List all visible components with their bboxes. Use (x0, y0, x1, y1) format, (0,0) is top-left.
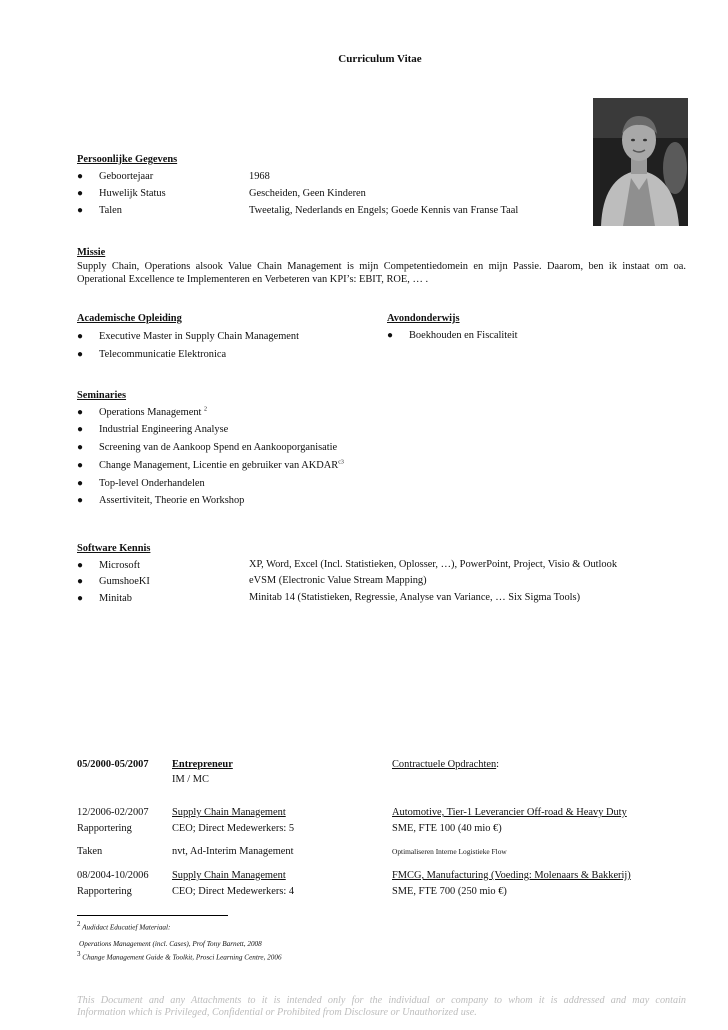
bullet-icon: ● (77, 424, 84, 435)
mission-line-1: Supply Chain, Operations alsook Value Chain Management is mijn Competentiedomein en mijn Passie. Daarom, ben ik instaat om oa. (77, 261, 686, 272)
academic-heading: Academische Opleiding (77, 313, 182, 324)
bullet-icon: ● (77, 460, 84, 471)
profile-photo (593, 98, 688, 226)
experience-label: Rapportering (77, 823, 132, 834)
experience-label: Rapportering (77, 886, 132, 897)
personal-heading: Persoonlijke Gegevens (77, 154, 178, 165)
page-title: Curriculum Vitae (338, 53, 422, 65)
academic-item: Executive Master in Supply Chain Management (99, 331, 299, 342)
experience-client: Automotive, Tier-1 Leverancier Off-road & Heavy Duty (392, 807, 627, 818)
personal-label: Huwelijk Status (99, 188, 166, 199)
person-photo-icon (593, 98, 688, 226)
disclaimer-line-1: This Document and any Attachments to it is intended only for the individual or company to whom it is addressed and may contain (77, 995, 686, 1006)
software-heading: Software Kennis (77, 543, 151, 554)
bullet-icon: ● (77, 560, 84, 571)
experience-period: 12/2006-02/2007 (77, 807, 149, 818)
software-value: Minitab 14 (Statistieken, Regressie, Analyse van Variance, … Six Sigma Tools) (249, 592, 581, 603)
bullet-icon: ● (77, 171, 84, 182)
evening-heading: Avondonderwijs (387, 313, 460, 324)
software-label: GumshoeKI (99, 576, 150, 587)
experience-value: CEO; Direct Medewerkers: 5 (172, 823, 295, 834)
software-value: XP, Word, Excel (Incl. Statistieken, Oplosser, …), PowerPoint, Project, Visio & Outlook (249, 559, 618, 570)
mission-heading: Missie (77, 247, 106, 258)
experience-label: Taken (77, 846, 103, 857)
experience-period: 05/2000-05/2007 (77, 759, 149, 770)
personal-value: Gescheiden, Geen Kinderen (249, 188, 366, 199)
experience-client-detail: SME, FTE 700 (250 mio €) (392, 886, 507, 897)
seminar-item: Assertiviteit, Theorie en Workshop (99, 495, 245, 506)
bullet-icon: ● (77, 331, 84, 342)
software-value: eVSM (Electronic Value Stream Mapping) (249, 575, 427, 586)
bullet-icon: ● (77, 593, 84, 604)
bullet-icon: ● (77, 576, 84, 587)
experience-period: 08/2004-10/2006 (77, 870, 149, 881)
seminars-heading: Seminaries (77, 390, 127, 401)
bullet-icon: ● (77, 205, 84, 216)
experience-client-detail: SME, FTE 100 (40 mio €) (392, 823, 502, 834)
experience-role: Entrepreneur (172, 759, 233, 770)
experience-value: nvt, Ad-Interim Management (172, 846, 294, 857)
experience-value: CEO; Direct Medewerkers: 4 (172, 886, 295, 897)
seminar-item: Screening van de Aankoop Spend en Aankooporganisatie (99, 442, 338, 453)
seminar-item: Change Management, Licentie en gebruiker van $AKDAR^{c3}$ (99, 459, 344, 471)
footnote-3: 3 Change Management Guide & Toolkit, Prosci Learning Centre, 2006 (77, 950, 282, 962)
disclaimer-line-2: Information which is Privileged, Confidential or Prohibited from Disclosure or Unauthorized use. (77, 1007, 477, 1018)
footnote-2: 2 Audidact Educatief Materiaal: (77, 920, 171, 932)
seminar-item: Operations Management $^2$ (99, 406, 208, 418)
seminar-item: Top-level Onderhandelen (99, 478, 205, 489)
footnote-2-detail: Operations Management (incl. Cases), Prof Tony Barnett, 2008 (79, 940, 262, 948)
bullet-icon: ● (77, 478, 84, 489)
experience-task: Optimaliseren Interne Logistieke Flow (392, 847, 507, 856)
personal-value: Tweetalig, Nederlands en Engels; Goede Kennis van Franse Taal (249, 205, 519, 216)
mission-line-2: Operational Excellence te Implementeren en Verbeteren van KPI’s: EBIT, ROE, … . (77, 274, 429, 285)
experience-client: FMCG, Manufacturing (Voeding: Molenaars & Bakkerij) (392, 870, 631, 881)
experience-role: Supply Chain Management (172, 870, 286, 881)
academic-item: Telecommunicatie Elektronica (99, 349, 227, 360)
evening-item: Boekhouden en Fiscaliteit (409, 330, 518, 341)
personal-label: Talen (99, 205, 122, 216)
contract-assignments-label: Contractuele Opdrachten: (392, 759, 500, 770)
software-label: Minitab (99, 593, 132, 604)
experience-role: Supply Chain Management (172, 807, 286, 818)
footnote-divider (77, 915, 228, 916)
bullet-icon: ● (387, 330, 394, 341)
software-label: Microsoft (99, 560, 140, 571)
personal-label: Geboortejaar (99, 171, 154, 182)
bullet-icon: ● (77, 188, 84, 199)
bullet-icon: ● (77, 407, 84, 418)
experience-sub: IM / MC (172, 774, 209, 785)
bullet-icon: ● (77, 495, 84, 506)
personal-value: 1968 (249, 171, 270, 182)
bullet-icon: ● (77, 349, 84, 360)
seminar-item: Industrial Engineering Analyse (99, 424, 229, 435)
bullet-icon: ● (77, 442, 84, 453)
